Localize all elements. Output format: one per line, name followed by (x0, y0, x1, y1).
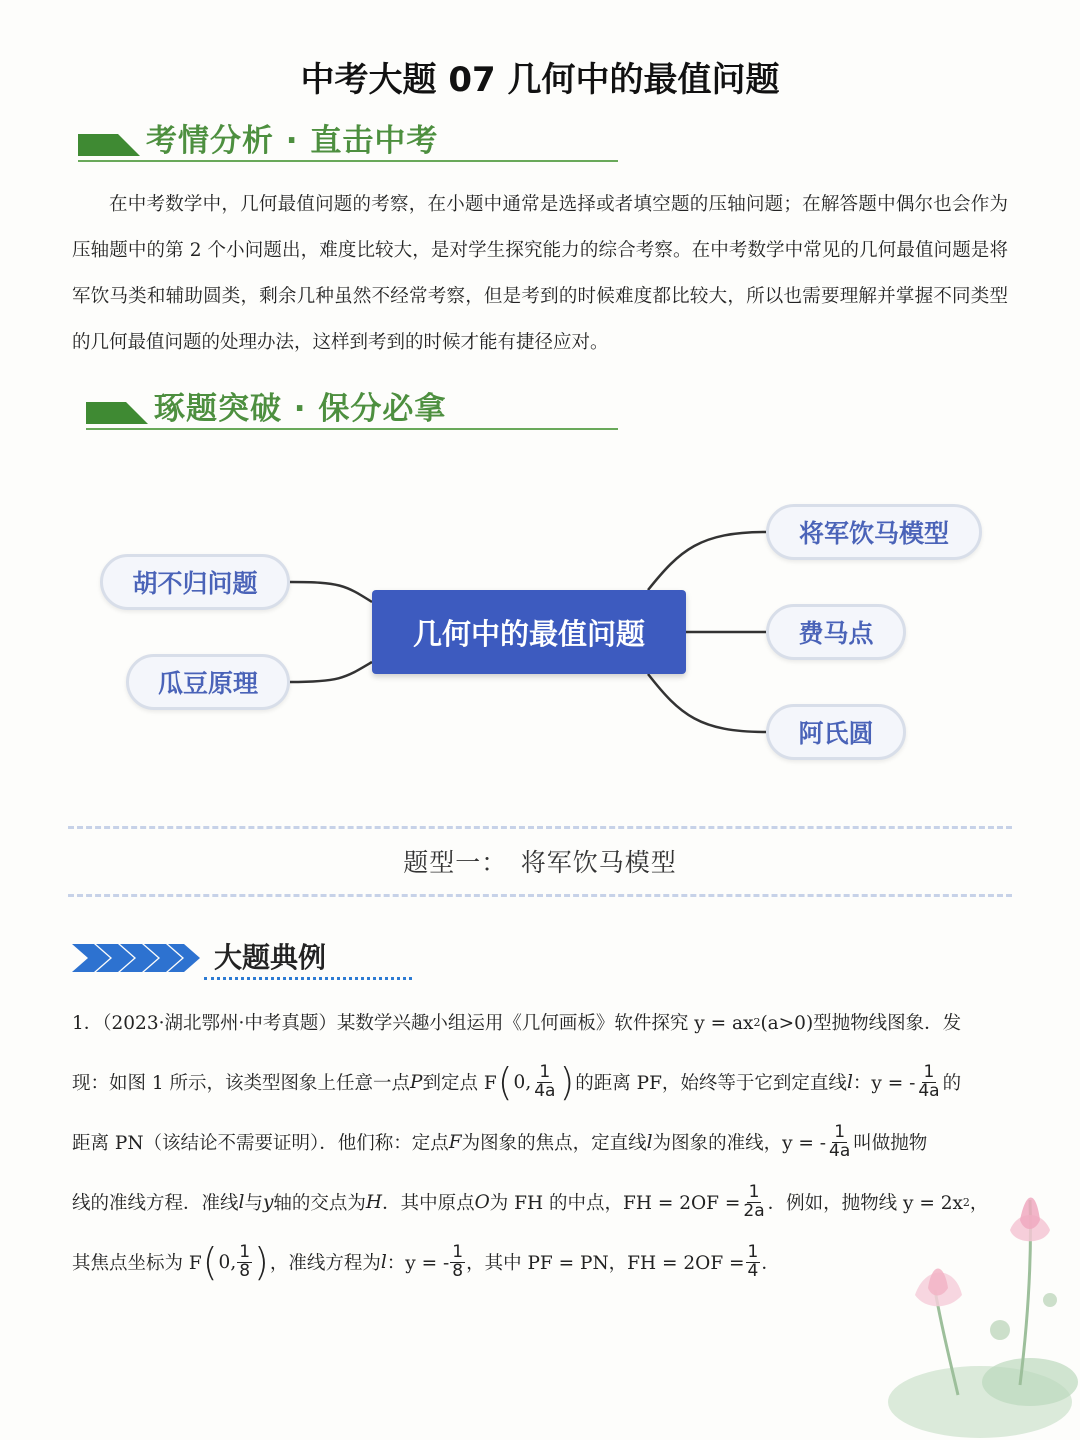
connector-left-top (290, 582, 372, 602)
text-run: 为图象的焦点，定直线 (461, 1133, 647, 1154)
divider-bottom (68, 894, 1012, 897)
section-rule (78, 160, 618, 162)
text-run: ，其中 PF = PN，FH = 2OF = (466, 1253, 745, 1274)
text-run: ．其中原点 (382, 1193, 475, 1214)
mindmap-node-apollonius: 阿氏圆 (766, 704, 906, 760)
text-run: 为图象的准线，y = - (652, 1133, 827, 1154)
var-O: O (474, 1191, 490, 1213)
problem-text (72, 992, 1012, 1292)
var-l: l (238, 1191, 245, 1213)
mindmap-center-node: 几何中的最值问题 (372, 590, 686, 674)
text-run: 轴的交点为 (273, 1193, 366, 1214)
text-run: ．例如，抛物线 y = 2x (767, 1193, 963, 1214)
var-l: l (380, 1251, 387, 1273)
text-run: ：y = - (852, 1073, 916, 1094)
text-run: 与 (244, 1193, 263, 1214)
intro-text (72, 182, 1008, 366)
mindmap-node-hubugui: 胡不归问题 (100, 554, 290, 610)
mindmap-node-guadou: 瓜豆原理 (126, 654, 290, 710)
text-run: 其焦点坐标为 F (72, 1253, 202, 1274)
divider-top (68, 826, 1012, 829)
section-header-analysis (78, 112, 618, 162)
problem-line-2 (72, 1052, 1012, 1112)
example-header (72, 934, 342, 980)
paren-left: ( (497, 1060, 513, 1104)
text-run: 的距离 PF，始终等于它到定直线 (575, 1073, 847, 1094)
text-run: ，准线方程为 (269, 1253, 381, 1274)
problem-line-4 (72, 1172, 1012, 1232)
fraction-denominator: 8 (239, 1260, 251, 1281)
text-run: 线的准线方程．准线 (72, 1193, 239, 1214)
section-rule (86, 428, 618, 430)
connector-right-top (648, 532, 766, 590)
var-y: y (262, 1191, 274, 1213)
text-run: 的 (942, 1073, 962, 1094)
section-bar-decoration (86, 402, 126, 424)
fraction (746, 1241, 761, 1281)
text-run: 0, (218, 1251, 237, 1273)
connector-right-bottom (648, 674, 766, 732)
section-header-breakthrough (86, 380, 618, 430)
lotus-decoration-icon (880, 1170, 1080, 1440)
var-F: F (448, 1131, 462, 1153)
text-run: 为 FH 的中点，FH = 2OF = (489, 1193, 741, 1214)
page-title: 中考大题 07 几何中的最值问题 (300, 60, 780, 100)
connector-left-bottom (290, 662, 372, 682)
text-run: 叫做抛物 (853, 1133, 928, 1154)
text-run: (a>0)型抛物线图象．发 (760, 1013, 962, 1034)
fraction-denominator: 4a (829, 1140, 851, 1161)
var-H: H (365, 1191, 383, 1213)
text-run: 0, (513, 1071, 532, 1093)
fraction (532, 1061, 557, 1101)
section-title-breakthrough: 琢题突破 · 保分必拿 (154, 391, 447, 427)
fraction-numerator: 1 (239, 1241, 251, 1262)
fraction-numerator: 1 (539, 1061, 551, 1082)
fraction-numerator: 1 (923, 1061, 935, 1082)
problem-line-5 (72, 1232, 1012, 1292)
fraction (741, 1181, 766, 1221)
intro-paragraph: 在中考数学中，几何最值问题的考察，在小题中通常是选择或者填空题的压轴问题；在解答题中偶尔也会作为压轴题中的第 2 个小问题出，难度比较大，是对学生探究能力的综合考察。在中考数学中常见的几何最值问题是将军饮马类和辅助圆类，剩余几种虽然不经常考察，但是考到的时候难度都比较大，所以也需要理解并掌握不同类型的几何最值问题的处理办法，这样到考到的时候才能有捷径应对。 (72, 194, 1008, 353)
fraction (827, 1121, 852, 1161)
text-run: 现：如图 1 所示，该类型图象上任意一点 (72, 1073, 411, 1094)
fraction-numerator: 1 (748, 1181, 760, 1202)
question-type-title: 题型一： 将军饮马模型 (403, 848, 677, 877)
section-bar-decoration (78, 134, 118, 156)
example-underline (204, 977, 412, 980)
fraction-numerator: 1 (452, 1241, 464, 1262)
superscript: 2 (962, 1195, 970, 1209)
var-P: P (410, 1071, 423, 1093)
fraction (450, 1241, 465, 1281)
section-title-analysis: 考情分析 · 直击中考 (146, 123, 439, 159)
fraction-denominator: 2a (743, 1200, 765, 1221)
fraction-denominator: 4 (747, 1260, 759, 1281)
fraction-numerator: 1 (747, 1241, 759, 1262)
fraction (237, 1241, 252, 1281)
section-bar-tip (118, 134, 140, 156)
text-run: 距离 PN（该结论不需要证明）．他们称：定点 (72, 1133, 449, 1154)
paren-right: ) (254, 1240, 269, 1284)
text-run: ：y = - (386, 1253, 450, 1274)
text-run: ， (969, 1193, 989, 1214)
text-run: 到定点 F (422, 1073, 497, 1094)
text-run: 1．（2023·湖北鄂州·中考真题）某数学兴趣小组运用《几何画板》软件探究 y = ax (72, 1013, 754, 1034)
fraction-denominator: 4a (918, 1080, 940, 1101)
mindmap (0, 490, 1080, 780)
mindmap-node-fermat: 费马点 (766, 604, 906, 660)
mindmap-node-jiangjun: 将军饮马模型 (766, 504, 982, 560)
chevrons-icon (72, 942, 204, 974)
fraction-denominator: 4a (534, 1080, 556, 1101)
fraction-numerator: 1 (834, 1121, 846, 1142)
fraction (916, 1061, 941, 1101)
paren-left: ( (202, 1240, 218, 1284)
paren-right: ) (559, 1060, 575, 1104)
text-run: ． (761, 1253, 780, 1274)
problem-line-1 (72, 992, 1012, 1052)
section-bar-tip (126, 402, 148, 424)
problem-line-3 (72, 1112, 1012, 1172)
var-l: l (646, 1131, 653, 1153)
fraction-denominator: 8 (452, 1260, 464, 1281)
superscript: 2 (753, 1015, 761, 1029)
var-l: l (846, 1071, 853, 1093)
example-title: 大题典例 (214, 941, 327, 974)
